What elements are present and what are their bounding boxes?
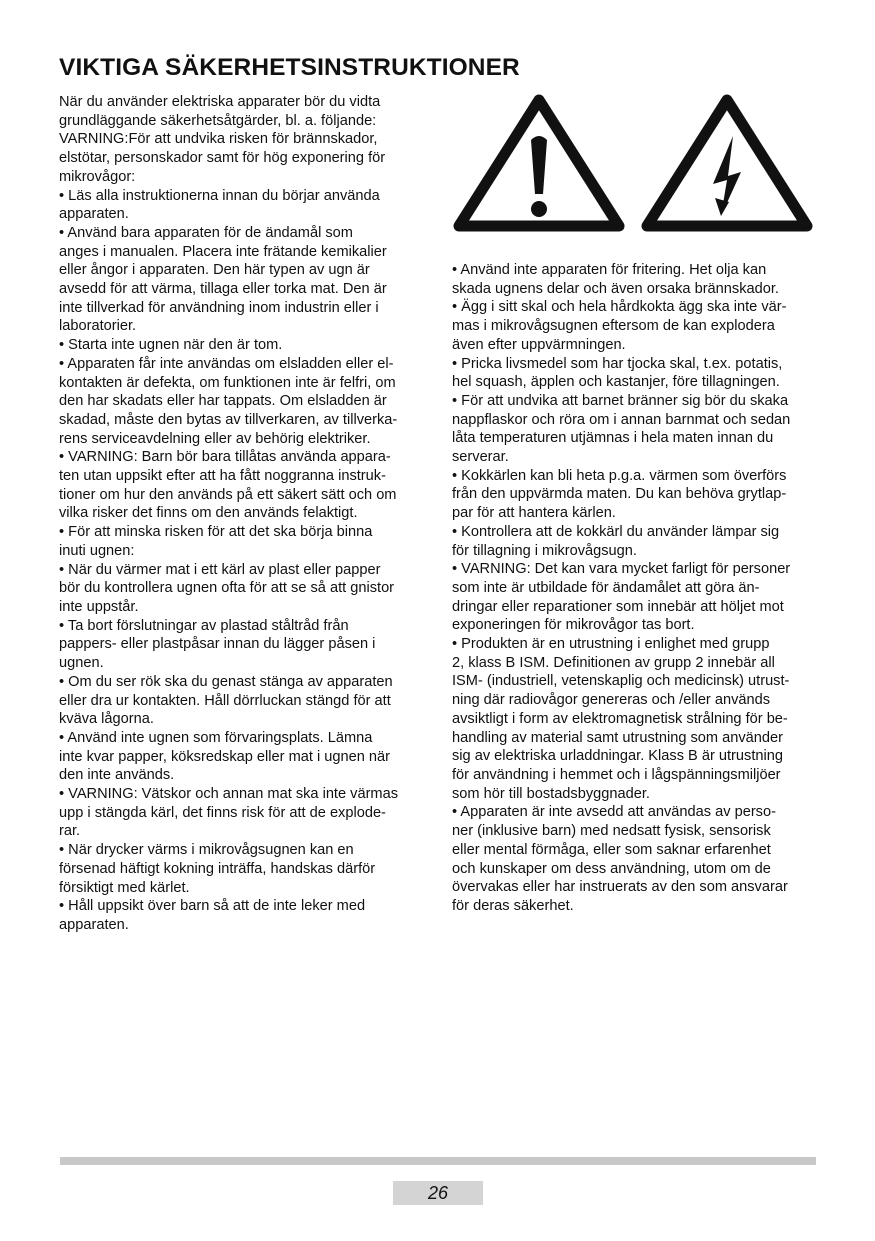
text-line: elstötar, personskador samt för hög exponering för (59, 150, 386, 167)
text-line: och kunskaper om dess användning, utom om de (452, 860, 771, 877)
text-line: ten utan uppsikt efter att ha fått noggranna instruk- (59, 468, 386, 485)
text-line: inte kvar papper, köksredskap eller mat i ugnen när (59, 748, 390, 765)
text-line: dringar eller reparationer som innebär att höljet mot (452, 598, 784, 615)
text-line: • Kokkärlen kan bli heta p.g.a. värmen som överförs (452, 467, 787, 484)
text-line: bör du kontrollera ugnen ofta för att se så att gnistor (59, 580, 395, 597)
text-line: • Apparaten får inte användas om elsladden eller el- (59, 355, 394, 372)
text-line: • VARNING: Vätskor och annan mat ska inte värmas (59, 786, 399, 803)
text-line: den har skadats eller har tappats. Om elsladden är (59, 393, 387, 410)
page-title: VIKTIGA SÄKERHETSINSTRUKTIONER (59, 54, 520, 81)
text-line: • Pricka livsmedel som har tjocka skal, t.ex. potatis, (452, 355, 783, 372)
text-line: apparaten. (59, 916, 129, 933)
text-line: övervakas eller har instruerats av den som ansvarar (452, 879, 788, 896)
text-line: kontakten är defekta, om funktionen inte är felfri, om (59, 374, 396, 391)
text-line: 2, klass B ISM. Definitionen av grupp 2 innebär all (452, 654, 775, 671)
footer-divider (60, 1157, 816, 1165)
text-line: rens serviceavdelning eller av behörig elektriker. (59, 430, 371, 447)
text-line: inte uppstår. (59, 598, 139, 615)
text-line: • Håll uppsikt över barn så att de inte leker med (59, 898, 366, 915)
text-line: ugnen. (59, 655, 104, 672)
left-column (59, 93, 431, 935)
text-line: ning där radiovågor genereras och /eller används (452, 692, 771, 709)
text-line: • För att minska risken för att det ska börja binna (59, 524, 373, 541)
text-line: som hör till bostadsbyggnader. (452, 785, 650, 802)
text-line: • Starta inte ugnen när den är tom. (59, 337, 283, 354)
text-line: inte tillverkad för användning inom industrin eller i (59, 299, 379, 316)
text-line: skada ugnens delar och även orsaka brännskador. (452, 280, 779, 297)
text-line: exponeringen för mikrovågor tas bort. (452, 617, 695, 634)
right-column (452, 261, 824, 916)
text-line: ner (inklusive barn) med nedsatt fysisk, sensorisk (452, 823, 771, 840)
text-line: • Apparaten är inte avsedd att användas av perso- (452, 804, 776, 821)
text-line: rar. (59, 823, 81, 840)
text-line: kväva lågorna. (59, 711, 154, 728)
text-line: upp i stängda kärl, det finns risk för att de explode- (59, 804, 386, 821)
text-line: som inte är utbildade för ändamålet att göra än- (452, 579, 760, 596)
text-line: • För att undvika att barnet bränner sig bör du skaka (452, 392, 789, 409)
text-line: den inte används. (59, 767, 175, 784)
text-line: • Om du ser rök ska du genast stänga av apparaten (59, 673, 393, 690)
text-line: • Ägg i sitt skal och hela hårdkokta ägg ska inte vär- (452, 299, 787, 316)
text-line: • När drycker värms i mikrovågsugnen kan en (59, 842, 354, 859)
text-line: handling av material samt utrustning som använder (452, 729, 783, 746)
text-line: mas i mikrovågsugnen eftersom de kan explodera (452, 318, 775, 335)
text-line: • Kontrollera att de kokkärl du använder lämpar sig (452, 523, 780, 540)
text-line: anges i manualen. Placera inte frätande kemikalier (59, 243, 387, 260)
text-line: för deras säkerhet. (452, 897, 574, 914)
text-line: • VARNING: Barn bör bara tillåtas använda appara- (59, 449, 391, 466)
text-line: • Produkten är en utrustning i enlighet med grupp (452, 636, 770, 653)
text-line: laboratorier. (59, 318, 137, 335)
text-line: • Ta bort förslutningar av plastad ståltråd från (59, 617, 349, 634)
text-line: • VARNING: Det kan vara mycket farligt för personer (452, 561, 791, 578)
text-line: eller mental förmåga, eller som saknar erfarenhet (452, 841, 771, 858)
text-line: sig av elektriska urladdningar. Klass B är utrustning (452, 748, 783, 765)
text-line: avsedd för att värma, tillaga eller torka mat. Den är (59, 281, 387, 298)
text-line: nappflaskor och röra om i annan barnmat och sedan (452, 411, 791, 428)
text-line: VARNING:För att undvika risken för brännskador, (59, 131, 378, 148)
text-line: apparaten. (59, 206, 129, 223)
text-line: grundläggande säkerhetsåtgärder, bl. a. följande: (59, 112, 377, 129)
page-number: 26 (393, 1181, 483, 1205)
text-line: försenad häftigt kokning inträffa, handskas därför (59, 860, 376, 877)
text-line: låta temperaturen utjämnas i hela maten innan du (452, 430, 774, 447)
text-line: serverar. (452, 449, 509, 466)
text-line: • Använd bara apparaten för de ändamål som (59, 224, 353, 241)
text-line: skadad, måste den bytas av tillverkaren, av tillverka- (59, 411, 398, 428)
text-line: avsiktligt i form av elektromagnetisk strålning för be- (452, 710, 788, 727)
text-line: försiktigt med kärlet. (59, 879, 190, 896)
text-line: eller ångor i apparaten. Den här typen av ugn är (59, 262, 370, 279)
text-line: för användning i hemmet och i lågspänningsmiljöer (452, 766, 781, 783)
text-line: inuti ugnen: (59, 542, 135, 559)
text-line: mikrovågor: (59, 168, 136, 185)
text-line: tioner om hur den används på ett säkert sätt och om (59, 486, 397, 503)
warning-exclamation-icon (453, 94, 625, 234)
text-line: vilka risker det finns om den används felaktigt. (59, 505, 358, 522)
text-line: • Använd inte ugnen som förvaringsplats. Lämna (59, 729, 373, 746)
text-line: ISM- (industriell, vetenskaplig och medicinsk) utrust- (452, 673, 790, 690)
text-line: för tillagning i mikrovågsugn. (452, 542, 637, 559)
text-line: även efter uppvärmningen. (452, 336, 626, 353)
text-line: • Använd inte apparaten för fritering. Het olja kan (452, 262, 767, 278)
text-line: par för att hantera kärlen. (452, 505, 616, 522)
text-line: från den uppvärmda maten. Du kan behöva grytlap- (452, 486, 787, 503)
text-line: När du använder elektriska apparater bör du vidta (59, 94, 381, 110)
text-line: eller dra ur kontakten. Håll dörrluckan stängd för att (59, 692, 391, 709)
text-line: hel squash, äpplen och kastanjer, före tillagningen. (452, 374, 780, 391)
electric-shock-icon (641, 94, 813, 234)
text-line: • När du värmer mat i ett kärl av plast eller papper (59, 561, 381, 578)
text-line: pappers- eller plastpåsar innan du lägger påsen i (59, 636, 376, 653)
text-line: • Läs alla instruktionerna innan du börjar använda (59, 187, 380, 204)
warning-icons (453, 94, 825, 234)
